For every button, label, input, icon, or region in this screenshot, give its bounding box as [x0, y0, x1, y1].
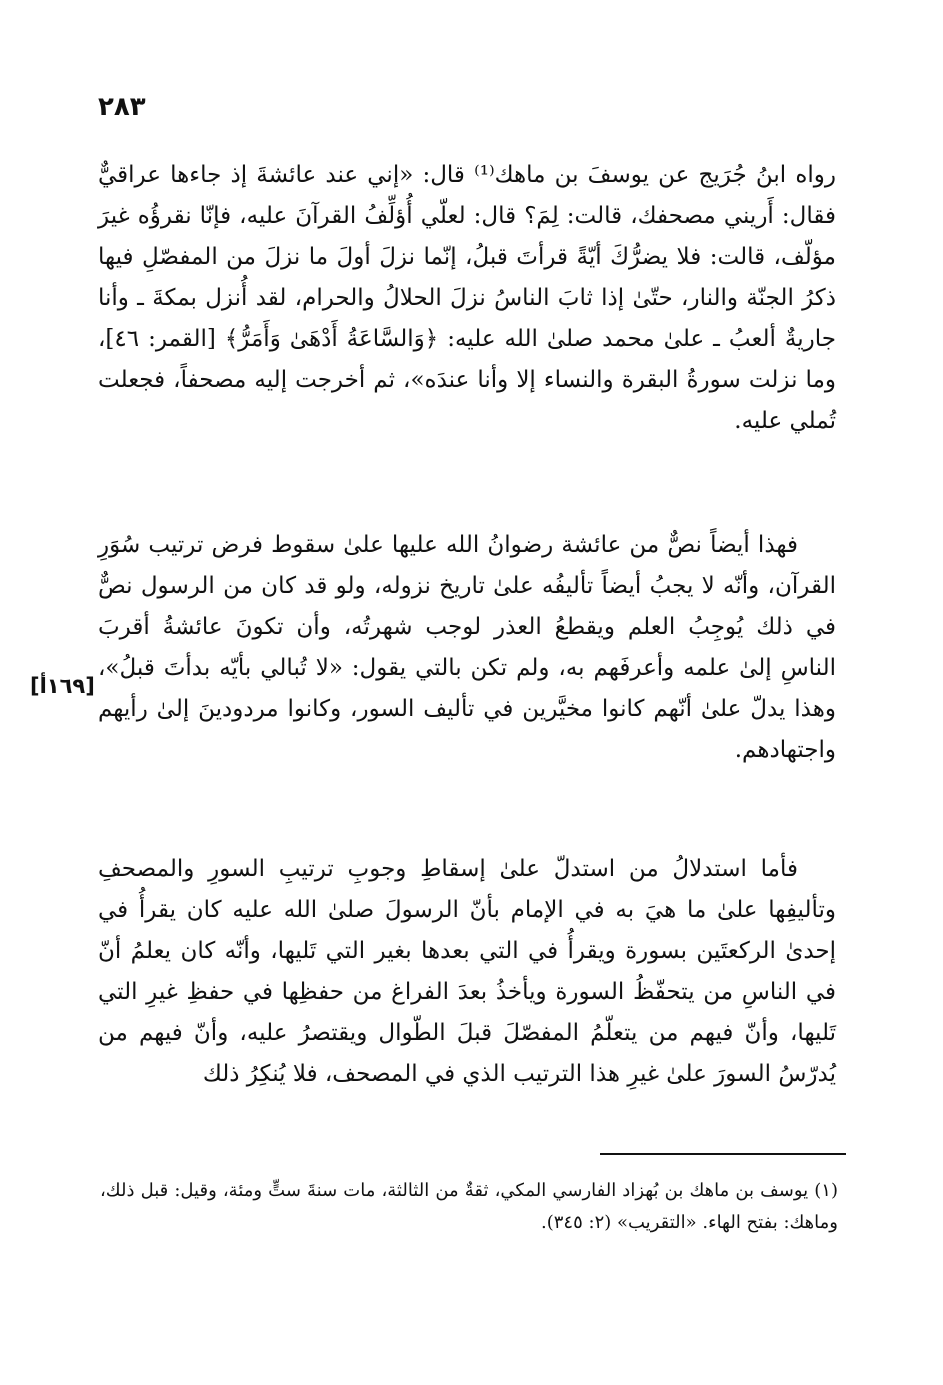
paragraph-2 [98, 525, 836, 771]
margin-folio-reference: [١٦٩أ] [30, 674, 95, 698]
footnote-separator [600, 1153, 846, 1155]
footnote-1: (١) يوسف بن ماهك بن بُهزاد الفارسي المكي، ثقةٌ من الثالثة، مات سنةَ ستٍّ ومئة، وقيل: قبل ذلك، وماهك: بفتح الهاء. «التقريب» (٢: ٣٤٥). [100, 1180, 838, 1233]
paragraph-text: فأما استدلالُ من استدلّ علىٰ إسقاطِ وجوبِ ترتيبِ السورِ والمصحفِ وتأليفِها علىٰ ما هيَ به في الإمام بأنّ الرسولَ صلىٰ الله عليه كان يقرأُ في إحدىٰ الركعتَين بسورة ويقرأُ في التي بعدها بغير التي تَليها، وأنّه كان يعلمُ أنّ في الناسِ من يتحفّظُ السورة ويأخذُ بعدَ الفراغ من حفظِها في حفظِ غيرِ التي تَليها، وأنّ فيهم من يتعلّمُ المفصّلَ قبلَ الطّوال ويقتصرُ عليه، وأنّ فيهم من يُدرّسُ السورَ علىٰ غيرِ هذا الترتيب الذي في المصحف، فلا يُنكِرُ ذلك [98, 856, 836, 1087]
paragraph-1 [98, 155, 836, 442]
paragraph-text: فهذا أيضاً نصٌّ من عائشة رضوانُ الله عليها علىٰ سقوط فرض ترتيب سُوَرِ القرآن، وأنّه لا يجبُ أيضاً تأليفُه علىٰ تاريخ نزوله، ولو قد كان من الرسول نصٌّ في ذلك يُوجِبُ العلم ويقطعُ العذر لوجب شهرتُه، وأن تكونَ عائشةُ أقربَ الناسِ إلىٰ علمه وأعرفَهم به، ولم تكن بالتي يقول: «لا تُبالي بأيّه بدأتَ قبلُ»، وهذا يدلّ علىٰ أنّهم كانوا مخيَّرين في تأليف السور، وكانوا مردودينَ إلىٰ رأيهم واجتهادهم. [98, 532, 836, 763]
paragraph-3 [98, 849, 836, 1095]
page-number: ٢٨٣ [98, 92, 146, 122]
paragraph-text: رواه ابنُ جُرَيج عن يوسفَ بن ماهك⁽¹⁾ قال: «إني عند عائشةَ إذ جاءها عراقيٌّ فقال: أَريني مصحفك، قالت: لِمَ؟ قال: لعلّي أُؤلِّفُ القرآنَ عليه، فإنّا نقرؤُه غيرَ مؤلّف، قالت: فلا يضرُّكَ أيّةً قرأتَ قبلُ، إنّما نزلَ أولَ ما نزلَ من المفصّلِ فيها ذكرُ الجنّة والنار، حتّىٰ إذا ثابَ الناسُ نزلَ الحلالُ والحرام، لقد أُنزل بمكةَ ـ وأنا جاريةٌ ألعبُ ـ علىٰ محمد صلىٰ الله عليه: ﴿وَالسَّاعَةُ أَدْهَىٰ وَأَمَرُّ﴾ [القمر: ٤٦]، وما نزلت سورةُ البقرة والنساء إلا وأنا عندَه»، ثم أخرجت إليه مصحفاً، فجعلت تُملي عليه. [98, 162, 836, 434]
